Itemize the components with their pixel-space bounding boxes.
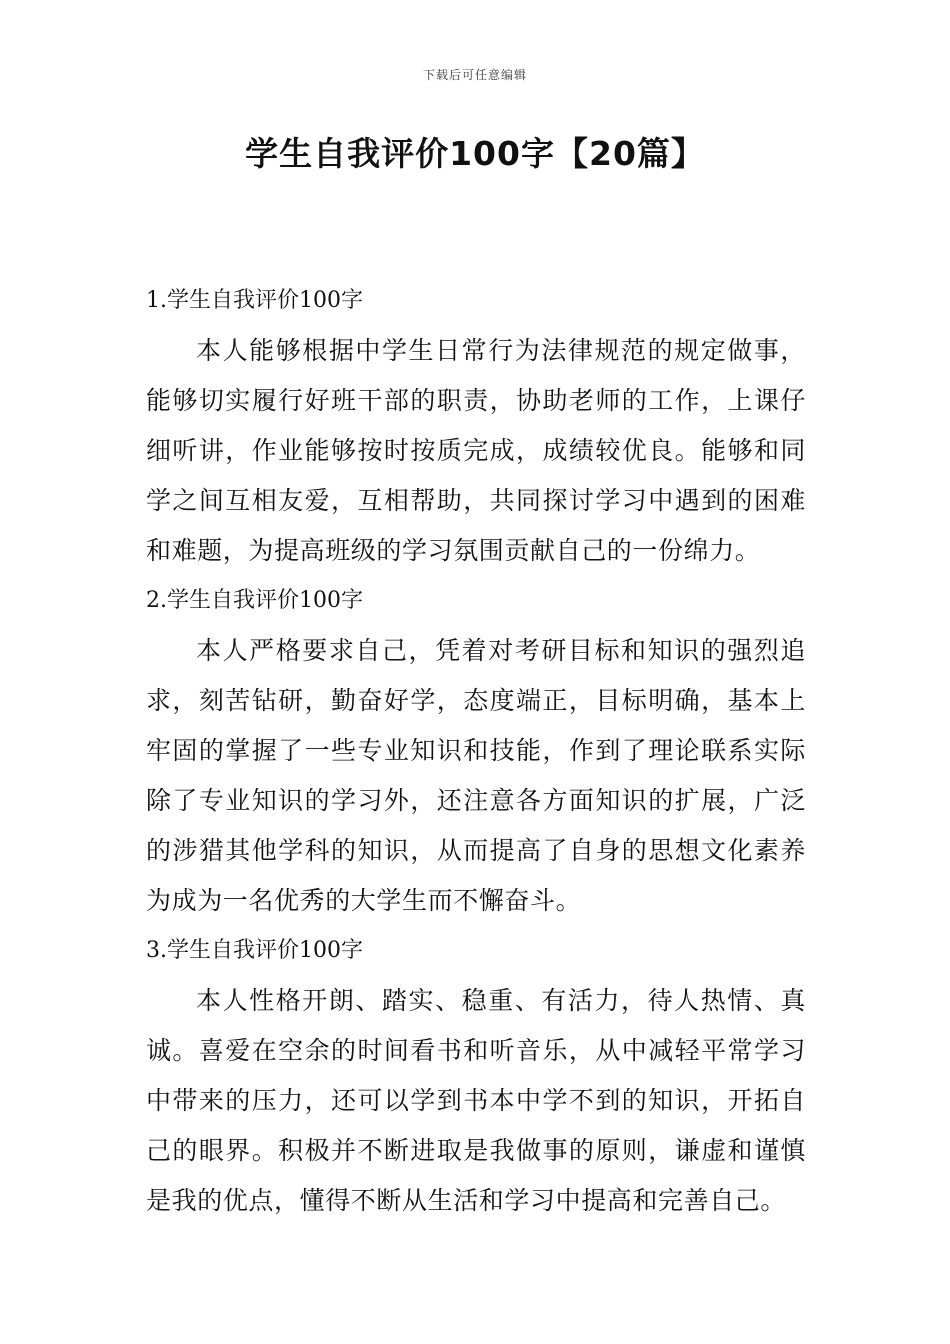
section-heading: 2.学生自我评价100字	[146, 588, 363, 613]
document-body	[146, 276, 806, 1226]
section-2	[146, 576, 806, 926]
section-3	[146, 926, 806, 1226]
section-1	[146, 276, 806, 576]
section-heading: 1.学生自我评价100字	[146, 288, 363, 313]
section-paragraph: 本人能够根据中学生日常行为法律规范的规定做事，能够切实履行好班干部的职责，协助老师的工作，上课仔细听讲，作业能够按时按质完成，成绩较优良。能够和同学之间互相友爱，互相帮助，共同探讨学习中遇到的困难和难题，为提高班级的学习氛围贡献自己的一份绵力。	[146, 336, 806, 565]
section-heading: 3.学生自我评价100字	[146, 938, 363, 963]
section-paragraph: 本人性格开朗、踏实、稳重、有活力，待人热情、真诚。喜爱在空余的时间看书和听音乐，从中减轻平常学习中带来的压力，还可以学到书本中学不到的知识，开拓自己的眼界。积极并不断进取是我做事的原则，谦虚和谨慎是我的优点，懂得不断从生活和学习中提高和完善自己。	[146, 986, 806, 1215]
page-title: 学生自我评价100字【20篇】	[245, 134, 705, 173]
header-note: 下载后可任意编辑	[422, 68, 527, 82]
section-paragraph: 本人严格要求自己，凭着对考研目标和知识的强烈追求，刻苦钻研，勤奋好学，态度端正，目标明确，基本上牢固的掌握了一些专业知识和技能，作到了理论联系实际除了专业知识的学习外，还注意各方面知识的扩展，广泛的涉猎其他学科的知识，从而提高了自身的思想文化素养为成为一名优秀的大学生而不懈奋斗。	[146, 636, 806, 915]
